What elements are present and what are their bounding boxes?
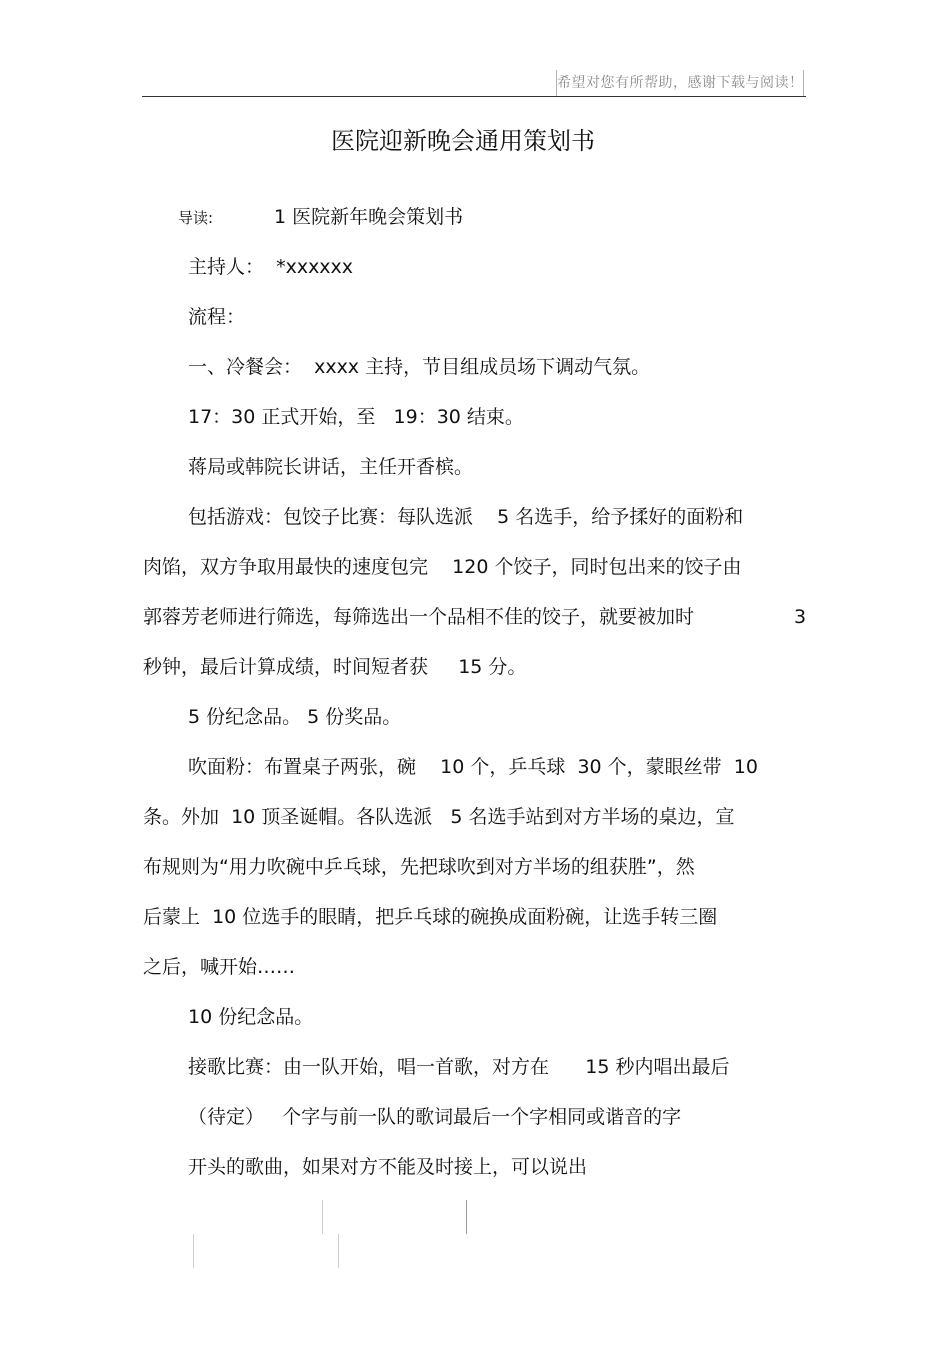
paragraph-line: 后蒙上 10 位选手的眼睛，把乒乓球的碗换成面粉碗，让选手转三圈 bbox=[143, 906, 718, 928]
paragraph-line: 吹面粉：布置桌子两张，碗 10 个，乒乓球 30 个，蒙眼丝带 10 bbox=[188, 756, 758, 778]
table-border-fragment bbox=[338, 1234, 339, 1268]
paragraph-line: 包括游戏：包饺子比赛：每队选派 5 名选手，给予揉好的面粉和 bbox=[188, 506, 744, 528]
paragraph-line: 接歌比赛：由一队开始，唱一首歌，对方在 15 秒内唱出最后 bbox=[188, 1056, 730, 1078]
paragraph-line: （待定） 个字与前一队的歌词最后一个字相同或谐音的字 bbox=[188, 1106, 682, 1128]
paragraph-line-tail: 3 bbox=[794, 606, 807, 628]
paragraph-line: 布规则为“用力吹碗中乒乓球，先把球吹到对方半场的组获胜”，然 bbox=[143, 856, 695, 878]
paragraph-line: 17：30 正式开始，至 19：30 结束。 bbox=[188, 406, 524, 428]
paragraph-line: 秒钟，最后计算成绩，时间短者获 15 分。 bbox=[143, 656, 527, 678]
paragraph-line: 主持人： *xxxxxx bbox=[188, 256, 354, 278]
paragraph-line: 10 份纪念品。 bbox=[188, 1006, 314, 1028]
paragraph-line: 5 份纪念品。 5 份奖品。 bbox=[188, 706, 402, 728]
table-border-fragment bbox=[193, 1234, 194, 1268]
table-border-fragment bbox=[466, 1200, 467, 1234]
paragraph-line: 一、冷餐会： xxxx 主持，节目组成员场下调动气氛。 bbox=[188, 356, 651, 378]
paragraph-line: 条。外加 10 顶圣诞帽。各队选派 5 名选手站到对方半场的桌边，宣 bbox=[143, 806, 735, 828]
download-thanks-stamp: 希望对您有所帮助，感谢下载与阅读！ bbox=[556, 70, 804, 96]
header-rule bbox=[142, 96, 806, 97]
paragraph-line: 之后，喊开始…… bbox=[143, 956, 296, 978]
paragraph-line: 郭蓉芳老师进行筛选，每筛选出一个品相不佳的饺子，就要被加时 bbox=[143, 606, 695, 628]
paragraph-line: 流程： bbox=[188, 306, 246, 328]
table-border-fragment bbox=[322, 1200, 323, 1234]
paragraph-line: 蒋局或韩院长讲话，主任开香槟。 bbox=[188, 456, 474, 478]
lead-label: 导读: bbox=[178, 209, 214, 227]
paragraph-line: 肉馅，双方争取用最快的速度包完 120 个饺子，同时包出来的饺子由 bbox=[143, 556, 742, 578]
lead-value: 1 医院新年晚会策划书 bbox=[274, 206, 464, 228]
paragraph-line: 开头的歌曲，如果对方不能及时接上，可以说出 bbox=[188, 1156, 588, 1178]
document-title: 医院迎新晚会通用策划书 bbox=[331, 127, 595, 155]
